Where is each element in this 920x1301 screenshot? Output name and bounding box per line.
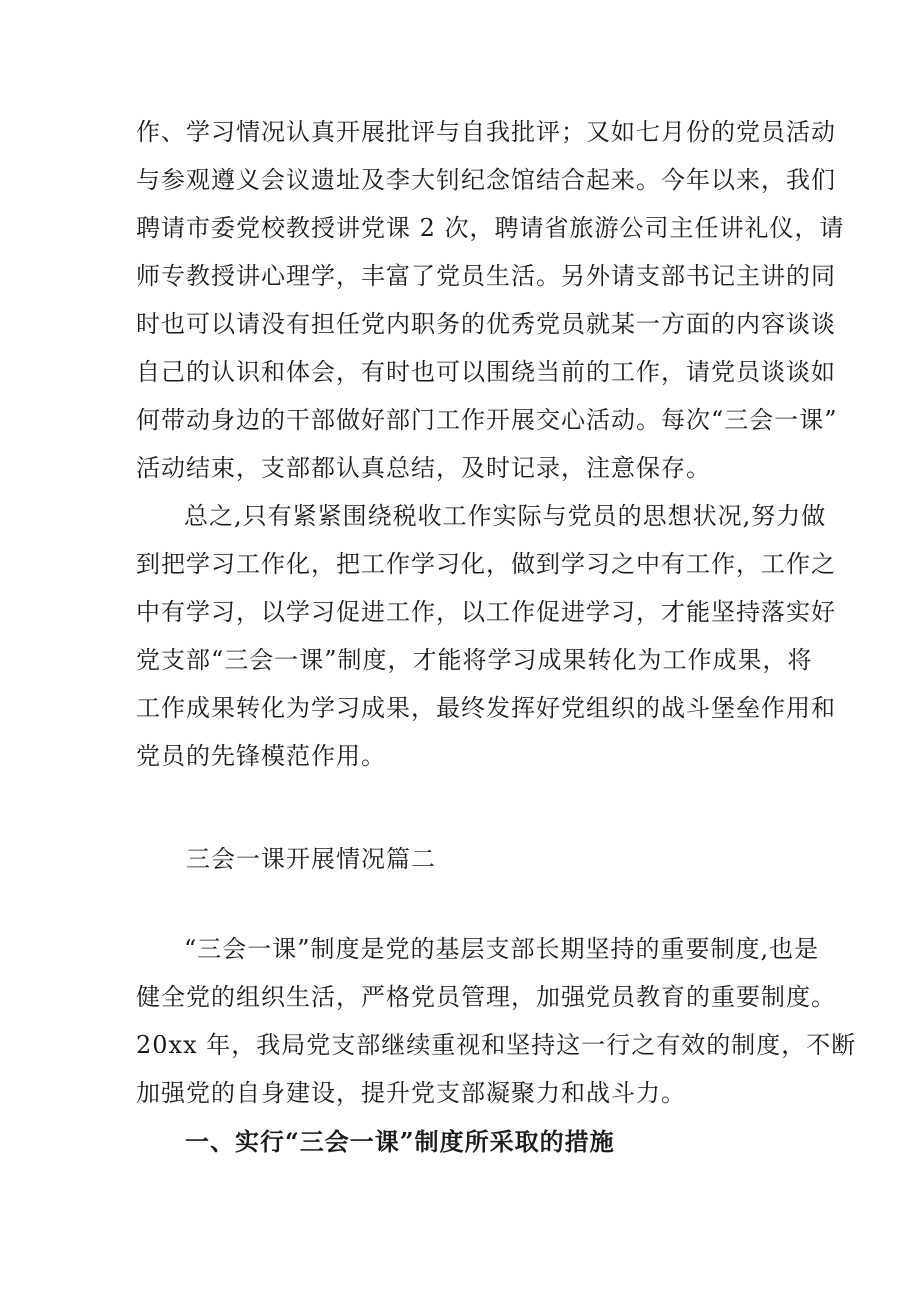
paragraph-line: “三会一课”制度是党的基层支部长期坚持的重要制度,也是 [184, 935, 820, 963]
paragraph-conclusion [136, 492, 836, 780]
section-heading: 三会一课开展情况篇二 [186, 845, 436, 873]
paragraph-line: 与参观遵义会议遗址及李大钊纪念馆结合起来。今年以来，我们 [136, 166, 836, 194]
paragraph-line: 党支部“三会一课”制度，才能将学习成果转化为工作成果，将 [136, 646, 813, 674]
paragraph-line: 聘请市委党校教授讲党课 2 次，聘请省旅游公司主任讲礼仪，请 [136, 214, 845, 242]
paragraph-line: 中有学习，以学习促进工作，以工作促进学习，才能坚持落实好 [136, 598, 836, 626]
subsection-heading: 一、实行“三会一课”制度所采取的措施 [185, 1127, 615, 1156]
paragraph-line: 健全党的组织生活，严格党员管理，加强党员教育的重要制度。 [136, 983, 836, 1011]
paragraph-line: 工作成果转化为学习成果，最终发挥好党组织的战斗堡垒作用和 [136, 694, 836, 722]
paragraph-line: 总之,只有紧紧围绕税收工作实际与党员的思想状况,努力做 [184, 502, 827, 530]
paragraph-line: 20xx 年，我局党支部继续重视和坚持这一行之有效的制度，不断 [136, 1031, 857, 1059]
paragraph-line: 自己的认识和体会，有时也可以围绕当前的工作，请党员谈谈如 [136, 358, 836, 386]
paragraph-line: 作、学习情况认真开展批评与自我批评；又如七月份的党员活动 [136, 118, 836, 146]
paragraph-line: 时也可以请没有担任党内职务的优秀党员就某一方面的内容谈谈 [136, 310, 836, 338]
paragraph-line: 活动结束，支部都认真总结，及时记录，注意保存。 [136, 454, 711, 482]
paragraph-line: 党员的先锋模范作用。 [136, 742, 386, 770]
paragraph-continued [136, 108, 845, 492]
paragraph-intro [136, 925, 857, 1117]
paragraph-line: 加强党的自身建设，提升党支部凝聚力和战斗力。 [136, 1079, 686, 1107]
paragraph-line: 师专教授讲心理学，丰富了党员生活。另外请支部书记主讲的同 [136, 262, 836, 290]
paragraph-line: 到把学习工作化，把工作学习化，做到学习之中有工作，工作之 [136, 550, 836, 578]
paragraph-line: 何带动身边的干部做好部门工作开展交心活动。每次“三会一课” [136, 406, 838, 434]
